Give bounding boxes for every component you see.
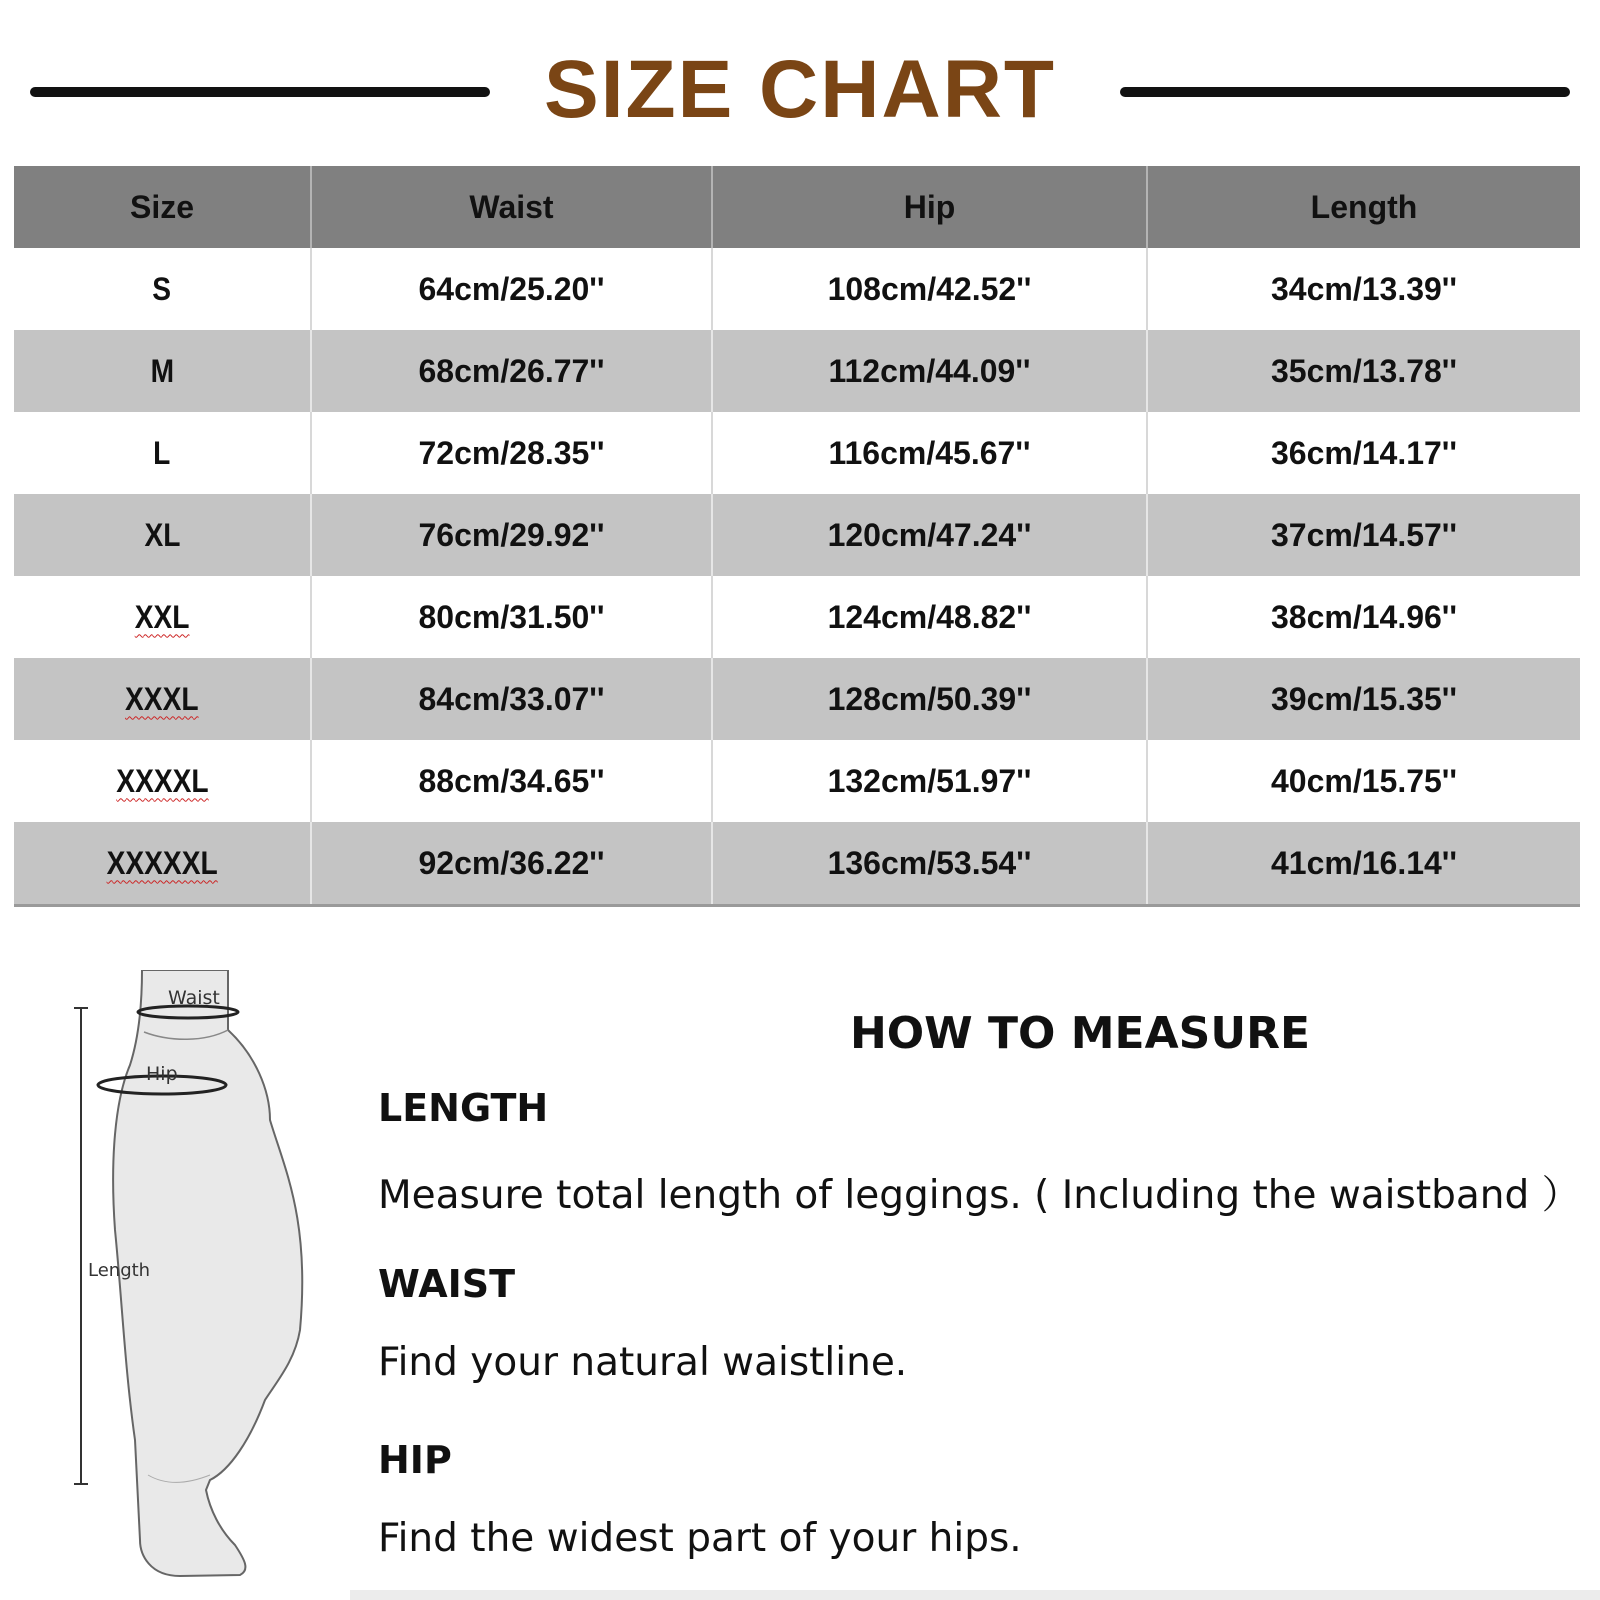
length-cell: 40cm/15.75'' bbox=[1147, 740, 1580, 822]
waist-cell: 80cm/31.50'' bbox=[311, 576, 712, 658]
hip-cell: 128cm/50.39'' bbox=[712, 658, 1147, 740]
hip-cell: 132cm/51.97'' bbox=[712, 740, 1147, 822]
table-row bbox=[14, 412, 1580, 494]
size-cell bbox=[14, 658, 311, 740]
table-header-row bbox=[14, 166, 1580, 248]
waist-heading: WAIST bbox=[378, 1262, 516, 1306]
hip-cell: 124cm/48.82'' bbox=[712, 576, 1147, 658]
size-value: XXXXXL bbox=[106, 844, 218, 881]
size-value: XXL bbox=[134, 598, 190, 635]
table-row bbox=[14, 494, 1580, 576]
waist-cell: 76cm/29.92'' bbox=[311, 494, 712, 576]
table-row bbox=[14, 822, 1580, 906]
title-rule-left bbox=[30, 87, 490, 97]
waist-cell: 72cm/28.35'' bbox=[311, 412, 712, 494]
size-cell bbox=[14, 248, 311, 330]
hip-cell: 116cm/45.67'' bbox=[712, 412, 1147, 494]
hip-cell: 112cm/44.09'' bbox=[712, 330, 1147, 412]
bottom-strip bbox=[350, 1590, 1600, 1600]
size-cell bbox=[14, 494, 311, 576]
length-cell: 38cm/14.96'' bbox=[1147, 576, 1580, 658]
waist-cell: 88cm/34.65'' bbox=[311, 740, 712, 822]
length-cell: 39cm/15.35'' bbox=[1147, 658, 1580, 740]
waist-cell: 64cm/25.20'' bbox=[311, 248, 712, 330]
waist-description: Find your natural waistline. bbox=[378, 1340, 908, 1385]
hip-description: Find the widest part of your hips. bbox=[378, 1516, 1022, 1561]
size-value: M bbox=[150, 352, 174, 389]
size-value: XXXL bbox=[125, 680, 199, 717]
hip-cell: 120cm/47.24'' bbox=[712, 494, 1147, 576]
size-cell bbox=[14, 740, 311, 822]
table-row bbox=[14, 576, 1580, 658]
leggings-figure bbox=[60, 970, 350, 1595]
size-value: XL bbox=[144, 516, 180, 553]
table-row bbox=[14, 740, 1580, 822]
waist-label: Waist bbox=[168, 987, 220, 1009]
size-value: XXXXL bbox=[115, 762, 209, 799]
length-cell: 41cm/16.14'' bbox=[1147, 822, 1580, 906]
header-size: Size bbox=[14, 166, 311, 248]
waist-cell: 92cm/36.22'' bbox=[311, 822, 712, 906]
header-hip: Hip bbox=[712, 166, 1147, 248]
size-cell bbox=[14, 330, 311, 412]
table-row bbox=[14, 658, 1580, 740]
length-cell: 35cm/13.78'' bbox=[1147, 330, 1580, 412]
hip-cell: 108cm/42.52'' bbox=[712, 248, 1147, 330]
table-row bbox=[14, 248, 1580, 330]
header-waist: Waist bbox=[311, 166, 712, 248]
header-length: Length bbox=[1147, 166, 1580, 248]
table-row bbox=[14, 330, 1580, 412]
hip-heading: HIP bbox=[378, 1438, 452, 1482]
size-value: L bbox=[153, 434, 171, 471]
how-to-measure-title: HOW TO MEASURE bbox=[849, 1008, 1311, 1059]
length-description: Measure total length of leggings. ( Including the waistband ） bbox=[378, 1173, 1581, 1218]
length-label: Length bbox=[88, 1260, 151, 1281]
size-cell bbox=[14, 576, 311, 658]
size-value: S bbox=[152, 270, 172, 307]
length-cell: 36cm/14.17'' bbox=[1147, 412, 1580, 494]
hip-label: Hip bbox=[146, 1063, 178, 1085]
size-cell bbox=[14, 412, 311, 494]
size-table bbox=[14, 166, 1580, 907]
length-cell: 37cm/14.57'' bbox=[1147, 494, 1580, 576]
waist-cell: 68cm/26.77'' bbox=[311, 330, 712, 412]
length-cell: 34cm/13.39'' bbox=[1147, 248, 1580, 330]
hip-cell: 136cm/53.54'' bbox=[712, 822, 1147, 906]
title-rule-right bbox=[1120, 87, 1570, 97]
length-heading: LENGTH bbox=[378, 1086, 549, 1130]
size-cell bbox=[14, 822, 311, 906]
waist-cell: 84cm/33.07'' bbox=[311, 658, 712, 740]
page-title: SIZE CHART bbox=[544, 44, 1056, 135]
